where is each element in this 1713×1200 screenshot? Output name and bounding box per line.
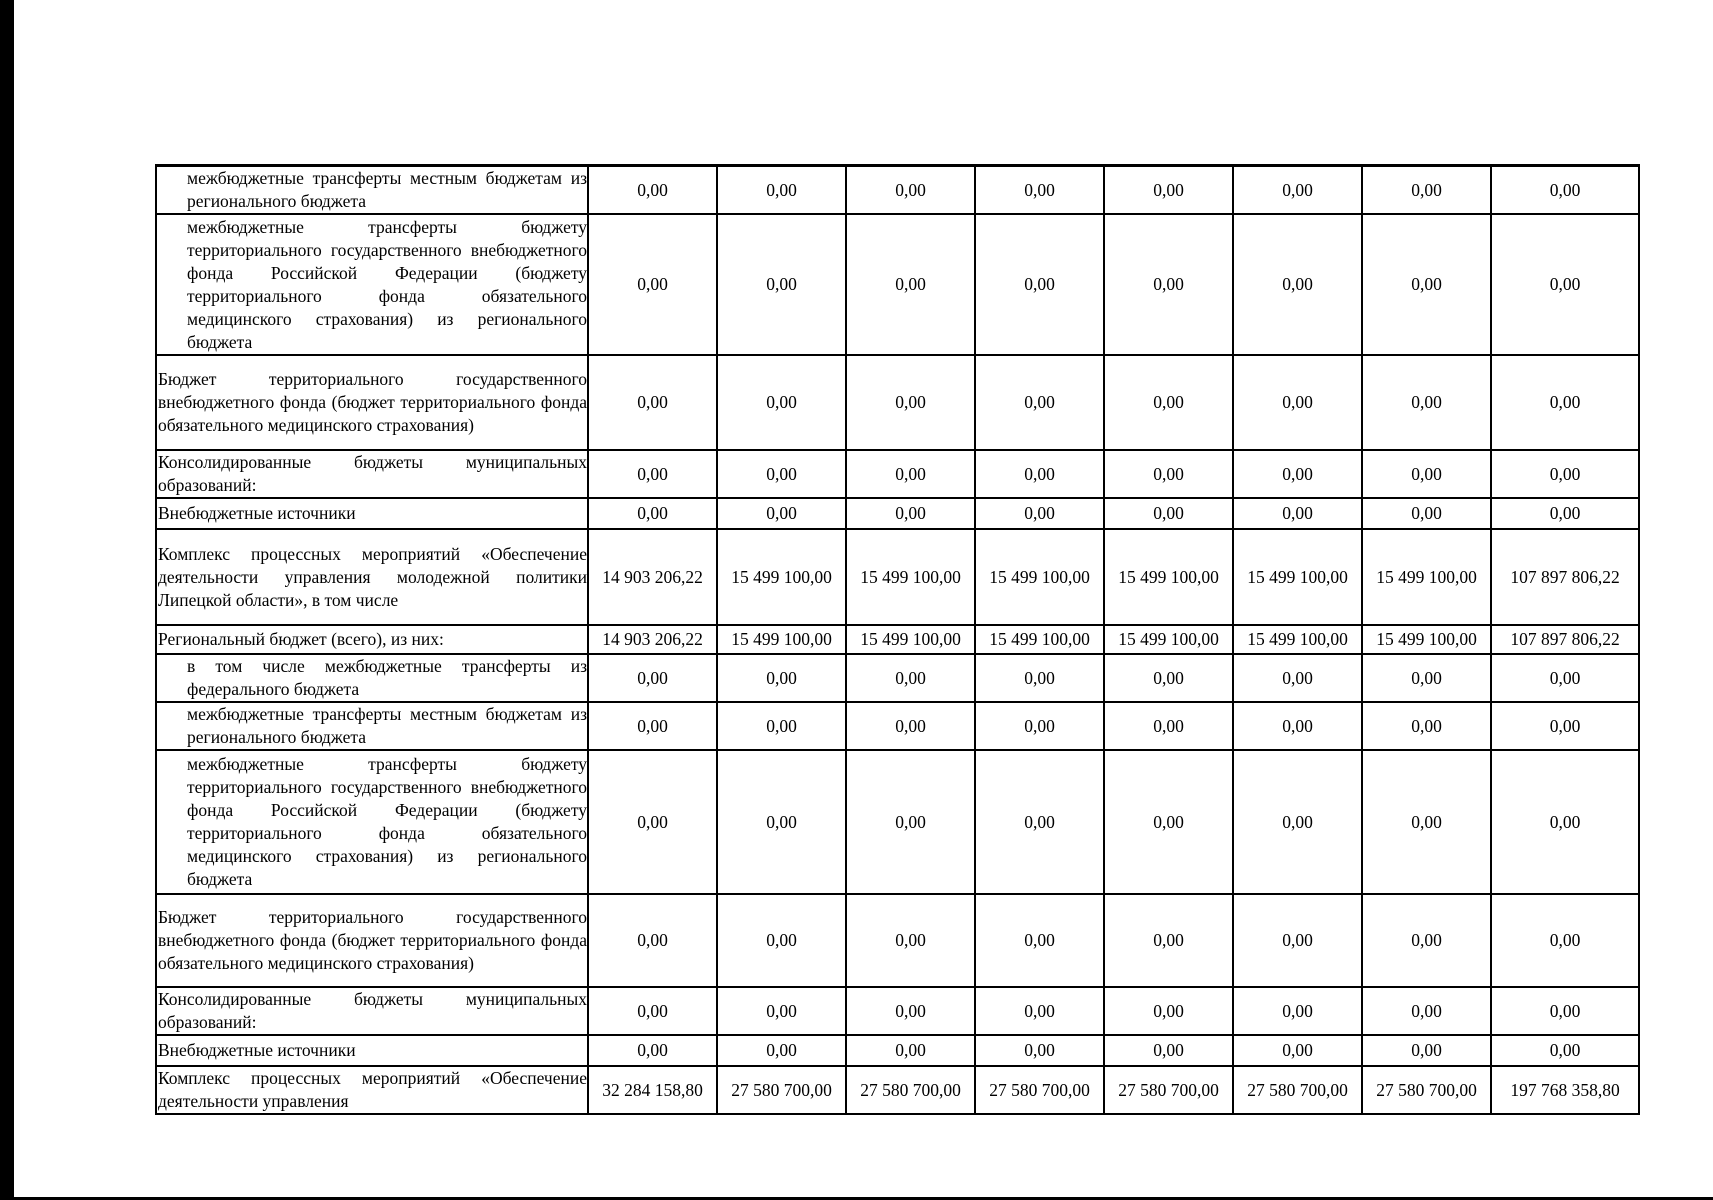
year-value: 0,00 <box>717 166 846 215</box>
year-value: 0,00 <box>1104 166 1233 215</box>
row-total-value: 107 897 806,22 <box>1491 625 1639 654</box>
year-value: 0,00 <box>846 654 975 702</box>
year-value: 0,00 <box>846 166 975 215</box>
year-value: 0,00 <box>1104 214 1233 355</box>
year-value: 0,00 <box>1233 355 1362 450</box>
row-label: Бюджет территориального государственного внебюджетного фонда (бюджет территориального фонда обязательного медицинского страхования) <box>156 894 588 987</box>
row-label: Внебюджетные источники <box>156 1035 588 1066</box>
row-total-value: 0,00 <box>1491 987 1639 1035</box>
row-label: Консолидированные бюджеты муниципальных образований: <box>156 987 588 1035</box>
year-value: 0,00 <box>846 1035 975 1066</box>
year-value: 0,00 <box>846 894 975 987</box>
table-row <box>156 625 1639 654</box>
year-value: 0,00 <box>717 1035 846 1066</box>
year-value: 0,00 <box>1362 987 1491 1035</box>
year-value: 0,00 <box>1362 1035 1491 1066</box>
table-row <box>156 987 1639 1035</box>
table-row <box>156 214 1639 355</box>
row-label: Региональный бюджет (всего), из них: <box>156 625 588 654</box>
year-value: 0,00 <box>975 355 1104 450</box>
year-value: 0,00 <box>588 166 717 215</box>
year-value: 0,00 <box>975 166 1104 215</box>
year-value: 0,00 <box>1362 214 1491 355</box>
year-value: 15 499 100,00 <box>846 625 975 654</box>
year-value: 0,00 <box>1233 450 1362 498</box>
year-value: 15 499 100,00 <box>1362 625 1491 654</box>
year-value: 0,00 <box>1233 1035 1362 1066</box>
table-row <box>156 894 1639 987</box>
row-total-value: 0,00 <box>1491 1035 1639 1066</box>
row-total-value: 0,00 <box>1491 750 1639 894</box>
row-label: Комплекс процессных мероприятий «Обеспечение деятельности управления молодежной политики Липецкой области», в том числе <box>156 529 588 625</box>
year-value: 0,00 <box>975 750 1104 894</box>
year-value: 27 580 700,00 <box>1362 1066 1491 1114</box>
year-value: 0,00 <box>1362 498 1491 529</box>
year-value: 0,00 <box>1104 1035 1233 1066</box>
year-value: 0,00 <box>1362 654 1491 702</box>
year-value: 0,00 <box>588 214 717 355</box>
year-value: 0,00 <box>1233 702 1362 750</box>
year-value: 14 903 206,22 <box>588 625 717 654</box>
table-row <box>156 654 1639 702</box>
year-value: 0,00 <box>588 654 717 702</box>
year-value: 0,00 <box>1362 750 1491 894</box>
row-label: Консолидированные бюджеты муниципальных образований: <box>156 450 588 498</box>
year-value: 0,00 <box>717 987 846 1035</box>
year-value: 0,00 <box>717 450 846 498</box>
year-value: 0,00 <box>588 355 717 450</box>
year-value: 0,00 <box>1233 894 1362 987</box>
row-total-value: 0,00 <box>1491 498 1639 529</box>
year-value: 0,00 <box>846 214 975 355</box>
year-value: 15 499 100,00 <box>1233 625 1362 654</box>
row-label: Бюджет территориального государственного внебюджетного фонда (бюджет территориального фонда обязательного медицинского страхования) <box>156 355 588 450</box>
year-value: 0,00 <box>717 894 846 987</box>
row-label: межбюджетные трансферты местным бюджетам из регионального бюджета <box>156 702 588 750</box>
table-row <box>156 1035 1639 1066</box>
year-value: 0,00 <box>588 498 717 529</box>
year-value: 0,00 <box>1233 166 1362 215</box>
table-row <box>156 166 1639 215</box>
year-value: 0,00 <box>588 1035 717 1066</box>
document-page <box>155 164 1638 1115</box>
row-total-value: 0,00 <box>1491 214 1639 355</box>
year-value: 0,00 <box>717 214 846 355</box>
year-value: 0,00 <box>975 894 1104 987</box>
year-value: 0,00 <box>1104 654 1233 702</box>
year-value: 0,00 <box>717 750 846 894</box>
year-value: 0,00 <box>1104 702 1233 750</box>
row-total-value: 0,00 <box>1491 702 1639 750</box>
year-value: 0,00 <box>1104 750 1233 894</box>
year-value: 0,00 <box>1104 355 1233 450</box>
scan-border-left <box>0 0 14 1200</box>
year-value: 15 499 100,00 <box>1362 529 1491 625</box>
row-label: в том числе межбюджетные трансферты из федерального бюджета <box>156 654 588 702</box>
year-value: 0,00 <box>1233 987 1362 1035</box>
table-row <box>156 355 1639 450</box>
year-value: 0,00 <box>975 214 1104 355</box>
year-value: 0,00 <box>1104 450 1233 498</box>
year-value: 0,00 <box>1362 166 1491 215</box>
year-value: 0,00 <box>975 1035 1104 1066</box>
year-value: 0,00 <box>846 450 975 498</box>
table-row <box>156 702 1639 750</box>
year-value: 0,00 <box>846 750 975 894</box>
year-value: 27 580 700,00 <box>1233 1066 1362 1114</box>
year-value: 0,00 <box>975 498 1104 529</box>
year-value: 0,00 <box>717 498 846 529</box>
row-label: Внебюджетные источники <box>156 498 588 529</box>
row-total-value: 0,00 <box>1491 355 1639 450</box>
year-value: 14 903 206,22 <box>588 529 717 625</box>
year-value: 0,00 <box>846 702 975 750</box>
row-label: межбюджетные трансферты бюджету территориального государственного внебюджетного фонда Российской Федерации (бюджету территориального фонда обязательного медицинского страхования) из регионального бюджета <box>156 750 588 894</box>
year-value: 0,00 <box>975 654 1104 702</box>
table-row <box>156 529 1639 625</box>
year-value: 0,00 <box>1233 654 1362 702</box>
table-row <box>156 750 1639 894</box>
row-label: межбюджетные трансферты местным бюджетам из регионального бюджета <box>156 166 588 215</box>
year-value: 0,00 <box>588 894 717 987</box>
year-value: 27 580 700,00 <box>717 1066 846 1114</box>
year-value: 0,00 <box>588 702 717 750</box>
year-value: 15 499 100,00 <box>975 625 1104 654</box>
year-value: 0,00 <box>1104 894 1233 987</box>
table-body <box>156 166 1639 1115</box>
row-total-value: 0,00 <box>1491 894 1639 987</box>
year-value: 0,00 <box>717 702 846 750</box>
year-value: 15 499 100,00 <box>717 529 846 625</box>
row-total-value: 0,00 <box>1491 654 1639 702</box>
table-row <box>156 1066 1639 1114</box>
year-value: 15 499 100,00 <box>1233 529 1362 625</box>
row-label: межбюджетные трансферты бюджету территориального государственного внебюджетного фонда Российской Федерации (бюджету территориального фонда обязательного медицинского страхования) из регионального бюджета <box>156 214 588 355</box>
year-value: 0,00 <box>1233 214 1362 355</box>
year-value: 0,00 <box>846 498 975 529</box>
year-value: 0,00 <box>1362 702 1491 750</box>
year-value: 0,00 <box>1362 450 1491 498</box>
year-value: 0,00 <box>588 987 717 1035</box>
year-value: 0,00 <box>975 450 1104 498</box>
budget-table <box>155 164 1640 1115</box>
year-value: 15 499 100,00 <box>1104 529 1233 625</box>
table-row <box>156 498 1639 529</box>
year-value: 15 499 100,00 <box>1104 625 1233 654</box>
row-total-value: 0,00 <box>1491 450 1639 498</box>
year-value: 27 580 700,00 <box>846 1066 975 1114</box>
year-value: 32 284 158,80 <box>588 1066 717 1114</box>
year-value: 0,00 <box>1233 750 1362 894</box>
year-value: 0,00 <box>846 987 975 1035</box>
year-value: 0,00 <box>717 355 846 450</box>
year-value: 0,00 <box>1362 355 1491 450</box>
year-value: 27 580 700,00 <box>975 1066 1104 1114</box>
year-value: 0,00 <box>588 750 717 894</box>
row-label: Комплекс процессных мероприятий «Обеспечение деятельности управления <box>156 1066 588 1114</box>
year-value: 15 499 100,00 <box>846 529 975 625</box>
year-value: 0,00 <box>1104 987 1233 1035</box>
row-total-value: 0,00 <box>1491 166 1639 215</box>
year-value: 0,00 <box>846 355 975 450</box>
year-value: 15 499 100,00 <box>975 529 1104 625</box>
year-value: 0,00 <box>717 654 846 702</box>
year-value: 15 499 100,00 <box>717 625 846 654</box>
year-value: 0,00 <box>1233 498 1362 529</box>
row-total-value: 197 768 358,80 <box>1491 1066 1639 1114</box>
table-row <box>156 450 1639 498</box>
year-value: 0,00 <box>1104 498 1233 529</box>
year-value: 0,00 <box>588 450 717 498</box>
year-value: 0,00 <box>1362 894 1491 987</box>
year-value: 0,00 <box>975 702 1104 750</box>
year-value: 0,00 <box>975 987 1104 1035</box>
year-value: 27 580 700,00 <box>1104 1066 1233 1114</box>
row-total-value: 107 897 806,22 <box>1491 529 1639 625</box>
